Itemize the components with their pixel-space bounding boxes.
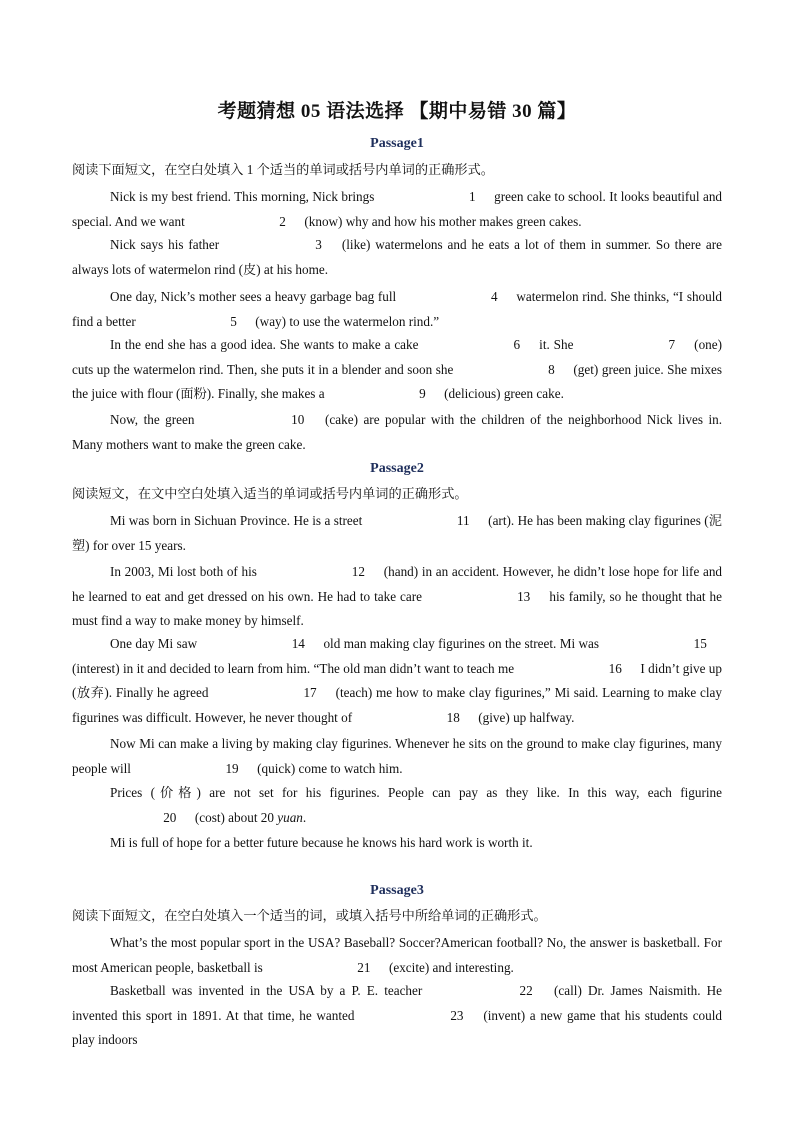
blank-number: 7	[655, 337, 689, 352]
answer-blank-17[interactable]	[212, 681, 332, 706]
paragraph-text: watermelon rind. She thinks, “I should find a better	[72, 289, 722, 329]
answer-blank-3[interactable]	[224, 233, 337, 258]
paragraph-text: (hand) in an accident. However, he didn’t lose hope for life and he learned to eat and get dressed on his own. He had to take care	[72, 564, 723, 604]
paragraph-text: (invent) a new game that his students could play indoors	[72, 1007, 722, 1047]
paragraph-text: (quick) come to watch him.	[253, 760, 403, 776]
paragraph-text: What’s the most popular sport in the USA? Baseball? Soccer?American football? No, the answer is basketball. For most American people, basketball is	[72, 935, 722, 975]
paragraph-text: I didn’t give up (放弃). Finally he agreed	[72, 660, 722, 700]
answer-blank-20[interactable]	[72, 806, 192, 831]
paragraph-text: (one) cuts up the watermelon rind. Then, she puts it in a blender and soon she	[72, 337, 723, 377]
blank-number: 3	[302, 237, 335, 252]
paragraph-text: (interest) in it and decided to learn from him. “The old man didn’t want to teach me	[72, 660, 518, 676]
blank-number: 21	[344, 959, 384, 975]
paragraph-text: (art). He has been making clay figurines (泥塑) for over 15 years.	[72, 513, 722, 553]
answer-blank-1[interactable]	[378, 185, 491, 210]
paragraph-text: his family, so he thought that he must find a way to make money by himself.	[72, 588, 722, 628]
blank-number: 12	[338, 564, 379, 579]
passage-paragraph	[72, 185, 722, 234]
answer-blank-13[interactable]	[426, 585, 546, 610]
passage-paragraph	[72, 781, 722, 830]
answer-blank-18[interactable]	[355, 706, 475, 731]
paragraph-text: In 2003, Mi lost both of his	[110, 564, 261, 579]
passage3-heading: Passage3	[370, 883, 424, 898]
passage-paragraph	[72, 831, 722, 856]
blank-number: 11	[443, 513, 483, 528]
blank-number: 20	[150, 809, 190, 825]
passage-paragraph	[72, 233, 722, 282]
paragraph-text: (delicious) green cake.	[440, 386, 564, 401]
answer-blank-22[interactable]	[428, 979, 548, 1004]
paragraph-text: Mi is full of hope for a better future because he knows his hard work is worth it.	[110, 835, 533, 850]
blank-number: 10	[277, 412, 318, 427]
passage-paragraph	[72, 632, 722, 730]
paragraph-text: (get) green juice. She mixes the juice with flour (面粉). Finally, she makes a	[72, 361, 722, 401]
paragraph-text: One day, Nick’s mother sees a heavy garbage bag full	[110, 289, 400, 304]
blank-number: 1	[455, 189, 489, 204]
blank-number: 8	[534, 361, 568, 377]
paragraph-text: (give) up halfway.	[474, 709, 575, 725]
paragraph-text: (like) watermelons and he eats a lot of them in summer. So there are always lots of watermelon rind (皮) at his home.	[72, 237, 722, 277]
passage-paragraph	[72, 333, 722, 407]
blank-number: 9	[405, 386, 439, 401]
paragraph-text: (cake) are popular with the children of the neighborhood Nick lives in. Many mothers want to make the green cake.	[72, 412, 722, 452]
passage-paragraph	[72, 560, 722, 634]
passage3-instruction: 阅读下面短文，在空白处填入一个适当的词，或填入括号中所给单词的正确形式。	[72, 908, 547, 923]
answer-blank-23[interactable]	[359, 1004, 479, 1029]
blank-number: 6	[500, 337, 534, 352]
answer-blank-15[interactable]	[602, 632, 722, 657]
paragraph-text: green cake to school. It looks beautiful and special. And we want	[72, 189, 723, 229]
blank-number: 23	[437, 1007, 477, 1023]
paragraph-text: it. She	[535, 337, 578, 352]
answer-blank-2[interactable]	[188, 210, 301, 235]
answer-blank-4[interactable]	[400, 285, 513, 310]
italic-text: yuan	[277, 809, 303, 825]
blank-number: 14	[278, 636, 319, 651]
answer-blank-5[interactable]	[139, 310, 252, 335]
answer-blank-21[interactable]	[266, 956, 386, 981]
passage-paragraph	[72, 931, 722, 980]
paragraph-text: Nick is my best friend. This morning, Nick brings	[110, 189, 378, 204]
paragraph-text: Prices (价格) are not set for his figurines. People can pay as they like. In this way, each figurine	[110, 785, 722, 800]
paragraph-text: (teach) me how to make clay figurines,” Mi said. Learning to make clay figurines was difficult. However, he never thought of	[72, 685, 722, 725]
answer-blank-10[interactable]	[200, 408, 320, 433]
paragraph-text: (cost) about 20	[191, 809, 278, 825]
passage2-heading: Passage2	[370, 461, 424, 476]
passage1-instruction: 阅读下面短文，在空白处填入 1 个适当的单词或括号内单词的正确形式。	[72, 162, 494, 177]
passage1-heading: Passage1	[370, 136, 424, 151]
answer-blank-7[interactable]	[577, 333, 690, 358]
blank-number: 16	[595, 660, 635, 676]
answer-blank-14[interactable]	[201, 632, 321, 657]
blank-number: 13	[503, 588, 544, 604]
answer-blank-6[interactable]	[422, 333, 535, 358]
paragraph-text: (call) Dr. James Naismith. He invented this sport in 1891. At that time, he wanted	[72, 983, 722, 1023]
blank-number: 17	[290, 685, 330, 700]
paragraph-text: (know) why and how his mother makes green cakes.	[301, 213, 582, 229]
blank-number: 22	[506, 983, 546, 998]
blank-number: 2	[266, 213, 300, 229]
paragraph-text: Now Mi can make a living by making clay figurines. Whenever he sits on the ground to make clay figurines, many people will	[72, 736, 722, 776]
answer-blank-12[interactable]	[261, 560, 381, 585]
answer-blank-19[interactable]	[134, 757, 254, 782]
paragraph-text: Mi was born in Sichuan Province. He is a street	[110, 513, 366, 528]
paragraph-text: (way) to use the watermelon rind.”	[251, 313, 440, 329]
passage-paragraph	[72, 732, 722, 781]
blank-number: 4	[477, 289, 511, 304]
answer-blank-16[interactable]	[517, 657, 637, 682]
passage-paragraph	[72, 285, 722, 334]
answer-blank-8[interactable]	[457, 358, 570, 383]
answer-blank-11[interactable]	[366, 509, 485, 534]
blank-number: 18	[433, 709, 473, 725]
paragraph-text: Basketball was invented in the USA by a P. E. teacher	[110, 983, 429, 998]
answer-blank-9[interactable]	[328, 382, 441, 407]
blank-number: 19	[212, 760, 252, 776]
paragraph-text: Now, the green	[110, 412, 200, 427]
passage-paragraph	[72, 509, 722, 558]
passage-paragraph	[72, 408, 722, 457]
passage2-instruction: 阅读短文，在文中空白处填入适当的单词或括号内单词的正确形式。	[72, 486, 468, 501]
page-title: 考题猜想 05 语法选择 【期中易错 30 篇】	[217, 101, 577, 122]
paragraph-text: In the end she has a good idea. She wants to make a cake	[110, 337, 423, 352]
paragraph-text: .	[302, 809, 307, 825]
paragraph-text: (excite) and interesting.	[385, 959, 514, 975]
paragraph-text: One day Mi saw	[110, 636, 201, 651]
paragraph-text: old man making clay figurines on the street. Mi was	[320, 636, 603, 651]
passage-paragraph	[72, 979, 722, 1053]
blank-number: 5	[217, 313, 250, 329]
blank-number: 15	[680, 636, 720, 651]
paragraph-text: Nick says his father	[110, 237, 224, 252]
